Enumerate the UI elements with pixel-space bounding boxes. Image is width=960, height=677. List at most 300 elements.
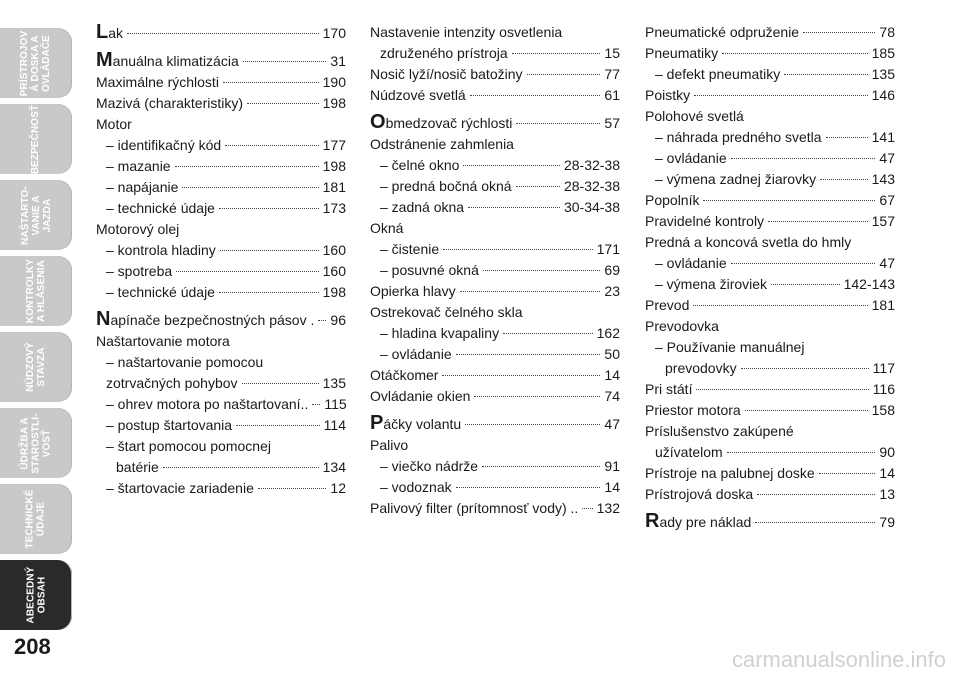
dot-leader	[242, 383, 319, 384]
initial-letter: R	[645, 510, 660, 532]
index-entry[interactable]	[370, 260, 620, 281]
index-entry-page: 158	[871, 402, 895, 418]
index-entry[interactable]	[96, 394, 346, 415]
index-entry-text: – výmena žiroviek	[655, 276, 768, 292]
index-entry-term	[645, 211, 764, 232]
dot-leader	[731, 263, 876, 264]
index-entry[interactable]	[645, 484, 895, 505]
index-entry[interactable]	[645, 127, 895, 148]
index-entry-page: 116	[872, 381, 895, 397]
index-entry[interactable]	[96, 309, 346, 331]
index-entry-term	[645, 43, 718, 64]
index-entry-text: – štart pomocou pomocnej	[106, 438, 271, 454]
index-entry-page: 198	[322, 95, 346, 111]
dot-leader	[223, 82, 319, 83]
index-entry-term	[655, 127, 822, 148]
index-entry[interactable]	[370, 134, 620, 155]
index-entry-text: – napájanie	[106, 179, 179, 195]
index-entry-page: 69	[604, 262, 620, 278]
index-entry-page: 77	[604, 66, 620, 82]
index-entry-term	[106, 436, 271, 457]
index-entry-text: Pneumatické odpruženie	[645, 24, 800, 40]
index-entry-text: Priestor motora	[645, 402, 741, 418]
index-entry-text: Odstránenie zahmlenia	[370, 136, 514, 152]
index-entry-page: 74	[604, 388, 620, 404]
index-entry[interactable]	[645, 421, 895, 442]
index-entry[interactable]	[96, 331, 346, 352]
dot-leader	[745, 410, 868, 411]
section-tab-label: BEZPEČNOSŤ	[30, 104, 42, 174]
index-entry-page: 23	[604, 283, 620, 299]
dot-leader	[456, 354, 601, 355]
index-entry-term	[655, 148, 727, 169]
index-entry-term	[655, 64, 780, 85]
dot-leader	[474, 396, 600, 397]
dot-leader	[225, 145, 318, 146]
index-entry-term	[96, 22, 123, 44]
index-entry-term	[380, 344, 452, 365]
dot-leader	[516, 123, 600, 124]
index-entry-page: 114	[323, 417, 346, 433]
dot-leader	[243, 61, 327, 62]
index-entry[interactable]	[370, 281, 620, 302]
index-entry-text: – posuvné okná	[380, 262, 479, 278]
index-entry[interactable]	[645, 442, 895, 463]
index-entry-page: 57	[604, 115, 620, 131]
index-entry[interactable]	[370, 456, 620, 477]
index-entry[interactable]	[645, 274, 895, 295]
dot-leader	[768, 221, 868, 222]
index-entry[interactable]	[96, 219, 346, 240]
dot-leader	[258, 488, 327, 489]
index-entry-page: 28-32-38	[563, 178, 620, 194]
index-entry-term	[645, 190, 699, 211]
section-tab-7[interactable]	[0, 484, 72, 554]
index-entry[interactable]	[645, 511, 895, 533]
index-entry[interactable]	[370, 64, 620, 85]
index-entry-text: Pri státí	[645, 381, 693, 397]
index-entry-page: 181	[322, 179, 346, 195]
index-entry-term	[370, 64, 523, 85]
index-entry-page: 96	[330, 312, 346, 328]
index-entry-page: 14	[879, 465, 895, 481]
index-entry-text: Prevodovka	[645, 318, 719, 334]
index-entry-text: – ovládanie	[380, 346, 452, 362]
index-entry[interactable]	[370, 43, 620, 64]
index-entry-text: Pravidelné kontroly	[645, 213, 765, 229]
index-entry-text: – naštartovanie pomocou	[106, 354, 264, 370]
index-entry-page: 15	[604, 45, 620, 61]
index-entry-page: 190	[322, 74, 346, 90]
dot-leader	[236, 425, 320, 426]
index-entry[interactable]	[96, 135, 346, 156]
section-tab-label: NÚDZOVÝ STAVZA	[25, 342, 47, 392]
index-entry[interactable]	[370, 176, 620, 197]
index-entry-page: 14	[604, 479, 620, 495]
index-entry-page: 185	[871, 45, 895, 61]
index-entry-page: 141	[871, 129, 895, 145]
index-entry[interactable]	[96, 177, 346, 198]
index-entry-term	[106, 394, 308, 415]
index-entry-page: 50	[604, 346, 620, 362]
index-entry-text: Ostrekovač čelného skla	[370, 304, 523, 320]
dot-leader	[512, 53, 601, 54]
index-entry[interactable]	[96, 282, 346, 303]
index-entry-text: – viečko nádrže	[380, 458, 479, 474]
index-entry-term	[380, 176, 512, 197]
index-entry[interactable]	[370, 498, 620, 519]
dot-leader	[219, 292, 319, 293]
index-entry[interactable]	[370, 302, 620, 323]
index-entry-text: – spotreba	[106, 263, 173, 279]
section-tab-4[interactable]	[0, 256, 72, 326]
section-tab-label: PRÍSTROJOV Á DOSKA A OVLÁDAČE	[19, 30, 53, 96]
index-entry-text: – predná bočná okná	[380, 178, 512, 194]
index-entry-page: 134	[322, 459, 346, 475]
index-entry-term	[645, 295, 689, 316]
index-entry[interactable]	[370, 112, 620, 134]
index-entry[interactable]	[96, 72, 346, 93]
index-entry-text: bmedzovač rýchlosti	[385, 115, 513, 131]
index-entry[interactable]	[645, 85, 895, 106]
index-entry-term	[106, 282, 215, 303]
index-entry-text: užívatelom	[655, 444, 723, 460]
index-entry-term	[96, 219, 179, 240]
dot-leader	[318, 320, 326, 321]
index-entry-term	[370, 386, 470, 407]
index-entry-page: 78	[879, 24, 895, 40]
index-entry[interactable]	[645, 232, 895, 253]
index-entry-page: 173	[322, 200, 346, 216]
index-entry-term	[645, 316, 719, 337]
index-entry-text: – hladina kvapaliny	[380, 325, 500, 341]
index-entry[interactable]	[370, 386, 620, 407]
index-entry[interactable]	[96, 93, 346, 114]
index-entry-term	[645, 22, 799, 43]
dot-leader	[527, 74, 601, 75]
index-entry-text: – náhrada predného svetla	[655, 129, 822, 145]
index-entry-text: Poistky	[645, 87, 691, 103]
index-entry[interactable]	[370, 435, 620, 456]
section-tab-6[interactable]	[0, 408, 72, 478]
index-entry-page: 30-34-38	[563, 199, 620, 215]
index-entry-text: – postup štartovania	[106, 417, 233, 433]
index-entry[interactable]	[370, 85, 620, 106]
index-entry-page: 160	[322, 242, 346, 258]
index-entry[interactable]	[370, 413, 620, 435]
index-entry-text: ak	[108, 25, 124, 41]
index-entry[interactable]	[645, 64, 895, 85]
index-entry-text: Naštartovanie motora	[96, 333, 230, 349]
index-entry-term	[106, 177, 178, 198]
index-entry-text: – kontrola hladiny	[106, 242, 216, 258]
index-entry-page: 47	[604, 416, 620, 432]
index-entry-page: 160	[322, 263, 346, 279]
index-column-3	[645, 22, 895, 533]
index-entry-page: 146	[871, 87, 895, 103]
dot-leader	[175, 166, 319, 167]
index-entry-term	[370, 112, 512, 134]
index-entry[interactable]	[370, 22, 620, 43]
index-entry-term	[645, 379, 692, 400]
section-tab-2[interactable]	[0, 104, 72, 174]
index-entry-text: – Používanie manuálnej	[655, 339, 805, 355]
index-entry-term	[655, 169, 816, 190]
index-entry-term	[106, 261, 172, 282]
index-entry[interactable]	[645, 316, 895, 337]
index-entry[interactable]	[96, 261, 346, 282]
index-entry-page: 198	[322, 284, 346, 300]
index-entry-term	[106, 352, 263, 373]
index-entry-page: 171	[596, 241, 620, 257]
index-entry[interactable]	[370, 218, 620, 239]
index-entry-text: apínače bezpečnostných pásov .	[110, 312, 315, 328]
index-entry-page: 28-32-38	[563, 157, 620, 173]
dot-leader	[803, 32, 875, 33]
dot-leader	[182, 187, 318, 188]
index-entry-term	[370, 22, 562, 43]
index-entry-text: – čistenie	[380, 241, 440, 257]
index-entry[interactable]	[645, 43, 895, 64]
index-entry[interactable]	[645, 463, 895, 484]
index-entry-page: 12	[330, 480, 346, 496]
dot-leader	[220, 250, 319, 251]
index-entry-text: anuálna klimatizácia	[112, 53, 239, 69]
page-number: 208	[14, 634, 51, 659]
index-entry-term	[645, 85, 690, 106]
index-entry[interactable]	[96, 415, 346, 436]
dot-leader	[456, 487, 601, 488]
index-entry-text: – technické údaje	[106, 200, 215, 216]
index-entry-term	[380, 260, 479, 281]
index-entry[interactable]	[96, 22, 346, 44]
index-entry-term	[106, 135, 221, 156]
index-entry-term	[96, 309, 314, 331]
dot-leader	[516, 186, 560, 187]
index-entry-page: 170	[322, 25, 346, 41]
index-entry-page: 132	[596, 500, 620, 516]
index-entry-term	[380, 323, 499, 344]
dot-leader	[483, 270, 601, 271]
index-entry[interactable]	[645, 22, 895, 43]
index-entry-text: Maximálne rýchlosti	[96, 74, 219, 90]
index-entry-text: Opierka hlavy	[370, 283, 456, 299]
index-entry[interactable]	[370, 197, 620, 218]
index-entry[interactable]	[96, 114, 346, 135]
dot-leader	[826, 137, 868, 138]
initial-letter: M	[96, 49, 113, 71]
index-entry[interactable]	[645, 358, 895, 379]
index-entry-text: Popolník	[645, 192, 700, 208]
index-entry-page: 162	[596, 325, 620, 341]
dot-leader	[482, 466, 600, 467]
index-entry[interactable]	[96, 457, 346, 478]
index-entry[interactable]	[645, 253, 895, 274]
section-tab-label: TECHNICKÉ ÚDAJE	[25, 489, 47, 549]
dot-leader	[722, 53, 867, 54]
index-entry-term	[370, 413, 461, 435]
dot-leader	[820, 179, 868, 180]
index-entry[interactable]	[645, 148, 895, 169]
index-entry-term	[116, 457, 159, 478]
initial-letter: N	[96, 308, 111, 330]
section-tab-1[interactable]	[0, 28, 72, 98]
index-entry-page: 90	[879, 444, 895, 460]
index-entry[interactable]	[370, 365, 620, 386]
dot-leader	[755, 522, 875, 523]
index-entry-term	[645, 484, 753, 505]
index-entry-page: 181	[871, 297, 895, 313]
dot-leader	[693, 305, 867, 306]
index-entry-page: 142-143	[843, 276, 895, 292]
index-entry[interactable]	[370, 344, 620, 365]
dot-leader	[582, 508, 592, 509]
index-entry-term	[380, 43, 508, 64]
index-entry-term	[106, 478, 254, 499]
index-entry-text: združeného prístroja	[380, 45, 508, 61]
index-entry-term	[645, 511, 751, 533]
index-entry-text: zotrvačných pohybov	[106, 375, 238, 391]
index-entry[interactable]	[645, 337, 895, 358]
index-entry-term	[106, 240, 216, 261]
index-entry-page: 177	[322, 137, 346, 153]
dot-leader	[503, 333, 593, 334]
index-entry[interactable]	[645, 400, 895, 421]
index-entry-text: prevodovky	[665, 360, 737, 376]
index-entry-text: Príslušenstvo zakúpené	[645, 423, 794, 439]
index-entry-term	[655, 337, 804, 358]
index-entry-page: 135	[322, 375, 346, 391]
index-entry[interactable]	[96, 478, 346, 499]
index-entry-term	[96, 50, 239, 72]
index-entry-text: Palivo	[370, 437, 409, 453]
index-entry[interactable]	[645, 169, 895, 190]
section-tab-3[interactable]	[0, 180, 72, 250]
index-entry-term	[370, 435, 408, 456]
index-entry-text: ady pre náklad	[659, 514, 752, 530]
dot-leader	[771, 284, 840, 285]
index-entry[interactable]	[370, 239, 620, 260]
index-entry[interactable]	[645, 295, 895, 316]
index-entry-text: Mazivá (charakteristiky)	[96, 95, 244, 111]
index-entry-page: 67	[879, 192, 895, 208]
index-entry-term	[370, 498, 578, 519]
index-entry-text: – vodoznak	[380, 479, 452, 495]
index-entry-term	[380, 197, 464, 218]
index-entry-term	[665, 358, 737, 379]
dot-leader	[727, 452, 876, 453]
index-entry-text: – ovládanie	[655, 255, 727, 271]
index-entry-text: Motor	[96, 116, 132, 132]
index-entry-page: 135	[871, 66, 895, 82]
index-entry[interactable]	[96, 156, 346, 177]
index-entry-term	[370, 281, 456, 302]
index-entry-page: 14	[604, 367, 620, 383]
section-tab-label: KONTROLKY A HLÁSENIA	[24, 258, 47, 324]
section-tab-8[interactable]	[0, 560, 72, 630]
section-tab-label: NAŠTARTO- VANIE A JAZDA	[19, 185, 53, 245]
index-entry-page: 91	[604, 458, 620, 474]
initial-letter: L	[96, 21, 109, 43]
index-entry-term	[106, 415, 232, 436]
index-entry-text: Prevod	[645, 297, 690, 313]
index-entry[interactable]	[370, 155, 620, 176]
index-entry[interactable]	[645, 106, 895, 127]
index-entry-text: – ohrev motora po naštartovaní..	[106, 396, 309, 412]
index-entry-text: – mazanie	[106, 158, 171, 174]
index-entry-text: Nosič lyží/nosič batožiny	[370, 66, 523, 82]
index-entry[interactable]	[96, 50, 346, 72]
index-entry-text: Otáčkomer	[370, 367, 439, 383]
dot-leader	[176, 271, 318, 272]
index-entry-term	[645, 400, 741, 421]
index-entry-text: – defekt pneumatiky	[655, 66, 781, 82]
index-entry-term	[655, 274, 767, 295]
dot-leader	[247, 103, 319, 104]
dot-leader	[741, 368, 869, 369]
index-entry[interactable]	[370, 477, 620, 498]
dot-leader	[694, 95, 868, 96]
dot-leader	[757, 494, 875, 495]
index-column-1	[96, 22, 346, 499]
dot-leader	[443, 249, 592, 250]
initial-letter: O	[370, 111, 386, 133]
dot-leader	[465, 424, 600, 425]
index-entry-text: – výmena zadnej žiarovky	[655, 171, 817, 187]
section-tab-label: ABECEDNÝ OBSAH	[24, 566, 47, 624]
index-entry-page: 115	[324, 396, 347, 412]
index-entry-text: Okná	[370, 220, 404, 236]
index-entry-text: – čelné okno	[380, 157, 460, 173]
index-entry-text: Prístrojová doska	[645, 486, 754, 502]
index-entry[interactable]	[96, 352, 346, 373]
index-entry-text: Núdzové svetlá	[370, 87, 466, 103]
index-entry[interactable]	[96, 373, 346, 394]
index-entry[interactable]	[645, 190, 895, 211]
index-entry[interactable]	[96, 198, 346, 219]
index-entry-text: – zadná okna	[380, 199, 465, 215]
index-entry-term	[106, 198, 215, 219]
index-entry[interactable]	[370, 323, 620, 344]
index-entry-term	[645, 106, 744, 127]
index-entry-term	[645, 421, 794, 442]
index-entry-text: Predná a koncová svetla do hmly	[645, 234, 852, 250]
dot-leader	[731, 158, 876, 159]
watermark: carmanualsonline.info	[731, 647, 946, 672]
dot-leader	[460, 291, 601, 292]
index-entry-text: Palivový filter (prítomnosť vody) ..	[370, 500, 579, 516]
index-entry-text: – ovládanie	[655, 150, 727, 166]
index-entry-term	[106, 156, 171, 177]
dot-leader	[696, 389, 868, 390]
index-entry[interactable]	[96, 240, 346, 261]
section-tab-5[interactable]	[0, 332, 72, 402]
index-entry-term	[370, 365, 438, 386]
index-entry-text: – identifikačný kód	[106, 137, 222, 153]
index-entry-text: áčky volantu	[383, 416, 462, 432]
index-entry[interactable]	[96, 436, 346, 457]
index-entry[interactable]	[645, 211, 895, 232]
index-entry-term	[370, 134, 514, 155]
index-entry[interactable]	[645, 379, 895, 400]
index-entry-page: 47	[879, 150, 895, 166]
dot-leader	[468, 207, 560, 208]
index-entry-term	[370, 302, 523, 323]
index-entry-term	[380, 477, 452, 498]
index-entry-text: – technické údaje	[106, 284, 215, 300]
index-entry-page: 47	[879, 255, 895, 271]
index-entry-page: 157	[871, 213, 895, 229]
